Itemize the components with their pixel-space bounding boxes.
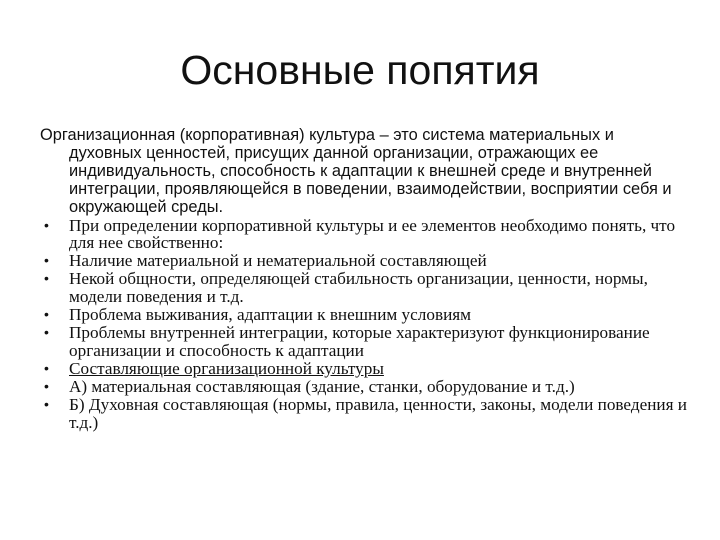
bullet-text: А) материальная составляющая (здание, станки, оборудование и т.д.) (69, 376, 575, 396)
bullet-item (40, 217, 688, 253)
bullet-item (40, 324, 688, 360)
slide-title: Основные попятия (180, 47, 540, 93)
bullet-item (40, 378, 688, 396)
bullet-icon: • (44, 216, 49, 233)
bullet-list (40, 217, 688, 432)
bullet-icon: • (44, 252, 49, 269)
bullet-text: Б) Духовная составляющая (нормы, правила, ценности, законы, модели поведения и т.д.) (69, 394, 687, 432)
bullet-icon: • (44, 323, 49, 340)
bullet-text: Проблемы внутренней интеграции, которые характеризуют функционирование организации и способность к адаптации (69, 322, 650, 360)
bullet-icon: • (44, 359, 49, 376)
bullet-text: Некой общности, определяющей стабильность организации, ценности, нормы, модели поведения и т.д. (69, 269, 648, 307)
bullet-item (40, 270, 688, 306)
bullet-text: При определении корпоративной культуры и ее элементов необходимо понять, что для нее свойственно: (69, 215, 676, 253)
bullet-text: Наличие материальной и нематериальной составляющей (69, 251, 487, 271)
bullet-text: Проблема выживания, адаптации к внешним условиям (69, 305, 472, 325)
bullet-icon: • (44, 395, 49, 412)
bullet-icon: • (44, 306, 49, 323)
bullet-icon: • (44, 377, 49, 394)
bullet-item (40, 306, 688, 324)
bullet-item (40, 252, 688, 270)
bullet-icon: • (44, 270, 49, 287)
definition-paragraph: Организационная (корпоративная) культура – это система материальных и духовных ценностей, присущих данной организации, отражающих ее индивидуальность, способность к адаптации к внешней среде и внутренней интеграции, проявляющейся в поведении, взаимодействии, восприятии себя и окружающей среды. (40, 126, 672, 216)
bullet-item (40, 360, 688, 378)
bullet-item (40, 396, 688, 432)
bullet-text-underlined: Составляющие организационной культуры (69, 358, 384, 378)
slide-body (40, 127, 688, 431)
